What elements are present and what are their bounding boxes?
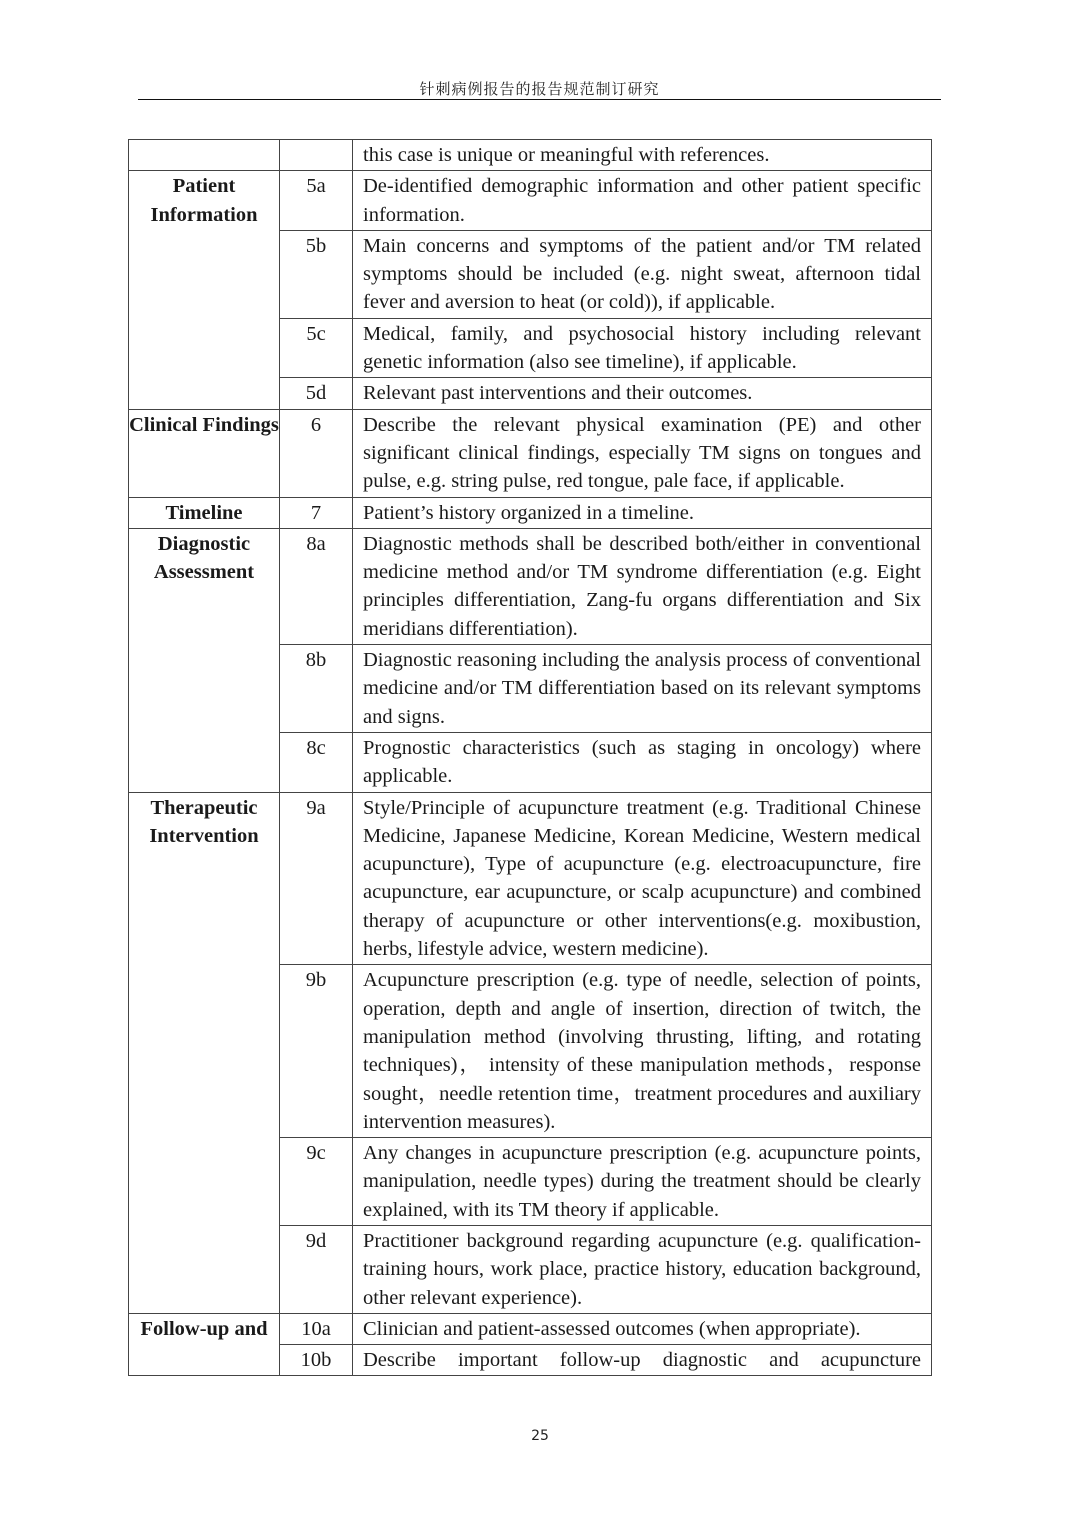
running-header-title: 针刺病例报告的报告规范制订研究 (419, 80, 660, 98)
item-number-cell: 5b (280, 230, 353, 318)
item-description-cell: Main concerns and symptoms of the patient and/or TM related symptoms should be included (e.g. night sweat, afternoon tidal fever and aversion to heat (or cold)), if applicable. (353, 230, 932, 318)
header-rule (138, 99, 941, 100)
topic-cell (129, 140, 280, 171)
item-description-cell: Practitioner background regarding acupuncture (e.g. qualification-training hours, work place, practice history, education background, other relevant experience). (353, 1225, 932, 1313)
item-description-cell: Any changes in acupuncture prescription (e.g. acupuncture points, manipulation, needle types) during the treatment should be clearly explained, with its TM theory if applicable. (353, 1138, 932, 1226)
item-description-cell: Relevant past interventions and their outcomes. (353, 378, 932, 409)
item-description-cell: Diagnostic methods shall be described both/either in conventional medicine method and/or TM syndrome differentiation (e.g. Eight principles differentiation, Zang-fu organs differentiation and Six meridians differentiation). (353, 528, 932, 644)
item-description-cell: Acupuncture prescription (e.g. type of needle, selection of points, operation, depth and angle of insertion, direction of twitch, the manipulation method (involving thrusting, lifting, and rotating techniques)， intensity of these manipulation methods，response sought，needle retention time，treatment procedures and auxiliary intervention measures). (353, 965, 932, 1138)
topic-cell: Diagnostic Assessment (129, 528, 280, 792)
item-number-cell: 8a (280, 528, 353, 644)
topic-cell: Patient Information (129, 171, 280, 409)
topic-cell: Clinical Findings (129, 409, 280, 497)
item-description-cell: Diagnostic reasoning including the analysis process of conventional medicine and/or TM differentiation based on its relevant symptoms and signs. (353, 645, 932, 733)
table-row (129, 497, 932, 528)
item-number-cell: 5d (280, 378, 353, 409)
item-number-cell: 7 (280, 497, 353, 528)
item-description-cell: Clinician and patient-assessed outcomes (when appropriate). (353, 1313, 932, 1344)
topic-cell: Timeline (129, 497, 280, 528)
topic-cell: Follow-up and (129, 1313, 280, 1376)
item-number-cell (280, 140, 353, 171)
item-description-cell: De-identified demographic information and other patient specific information. (353, 171, 932, 231)
item-number-cell: 6 (280, 409, 353, 497)
item-description-cell: Medical, family, and psychosocial history including relevant genetic information (also see timeline), if applicable. (353, 318, 932, 378)
item-description-cell: Prognostic characteristics (such as staging in oncology) where applicable. (353, 732, 932, 792)
item-description-cell: Describe the relevant physical examination (PE) and other significant clinical findings, especially TM signs on tongues and pulse, e.g. string pulse, red tongue, pale face, if applicable. (353, 409, 932, 497)
item-number-cell: 5c (280, 318, 353, 378)
checklist-body (129, 140, 932, 1376)
item-number-cell: 9d (280, 1225, 353, 1313)
item-description-cell: this case is unique or meaningful with references. (353, 140, 932, 171)
item-number-cell: 8b (280, 645, 353, 733)
table-row (129, 140, 932, 171)
item-number-cell: 10a (280, 1313, 353, 1344)
topic-cell: Therapeutic Intervention (129, 792, 280, 1313)
item-number-cell: 9b (280, 965, 353, 1138)
item-number-cell: 9a (280, 792, 353, 965)
item-number-cell: 9c (280, 1138, 353, 1226)
table-row (129, 1313, 932, 1344)
page-number: 25 (531, 1428, 549, 1444)
table-row (129, 792, 932, 965)
table-row (129, 409, 932, 497)
table-row (129, 171, 932, 231)
item-number-cell: 8c (280, 732, 353, 792)
table-row (129, 528, 932, 644)
checklist-table (128, 139, 932, 1376)
item-number-cell: 10b (280, 1345, 353, 1376)
item-description-cell: Style/Principle of acupuncture treatment (e.g. Traditional Chinese Medicine, Japanese Medicine, Korean Medicine, Western medical acupuncture), Type of acupuncture (e.g. electroacupuncture, fire acupuncture, ear acupuncture, or scalp acupuncture) and combined therapy of acupuncture or other interventions(e.g. moxibustion, herbs, lifestyle advice, western medicine). (353, 792, 932, 965)
item-description-cell: Patient’s history organized in a timeline. (353, 497, 932, 528)
item-description-cell: Describe important follow-up diagnostic and acupuncture (353, 1345, 932, 1376)
item-number-cell: 5a (280, 171, 353, 231)
